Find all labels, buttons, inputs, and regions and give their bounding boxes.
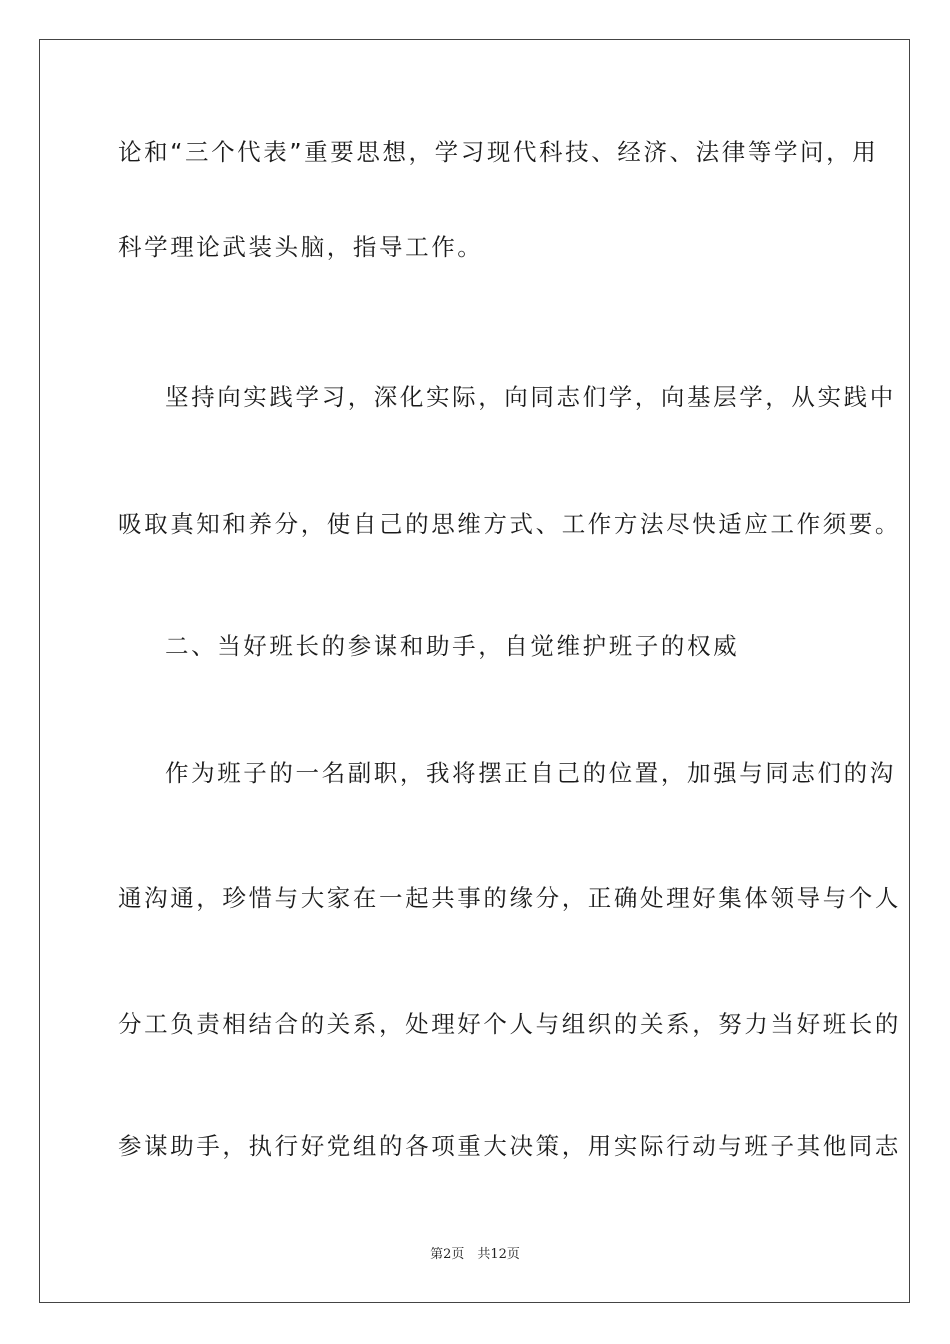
body-text-line-3: 坚持向实践学习，深化实际，向同志们学，向基层学，从实践中 bbox=[165, 383, 896, 411]
body-text-line-2: 科学理论武装头脑，指导工作。 bbox=[118, 233, 484, 261]
body-text-line-4: 吸取真知和养分，使自己的思维方式、工作方法尽快适应工作须要。 bbox=[118, 510, 901, 538]
body-text-line-6: 作为班子的一名副职，我将摆正自己的位置，加强与同志们的沟 bbox=[165, 759, 896, 787]
body-text-line-7: 通沟通，珍惜与大家在一起共事的缘分，正确处理好集体领导与个人 bbox=[118, 884, 901, 912]
body-text-line-1: 论和“三个代表”重要思想，学习现代科技、经济、法律等学问，用 bbox=[118, 138, 879, 166]
page-number-footer: 第2页 共12页 bbox=[430, 1247, 520, 1262]
body-text-line-9: 参谋助手，执行好党组的各项重大决策，用实际行动与班子其他同志 bbox=[118, 1132, 901, 1160]
body-text-line-8: 分工负责相结合的关系，处理好个人与组织的关系，努力当好班长的 bbox=[118, 1010, 901, 1038]
page-border bbox=[39, 39, 910, 1303]
section-heading: 二、当好班长的参谋和助手，自觉维护班子的权威 bbox=[165, 632, 740, 660]
